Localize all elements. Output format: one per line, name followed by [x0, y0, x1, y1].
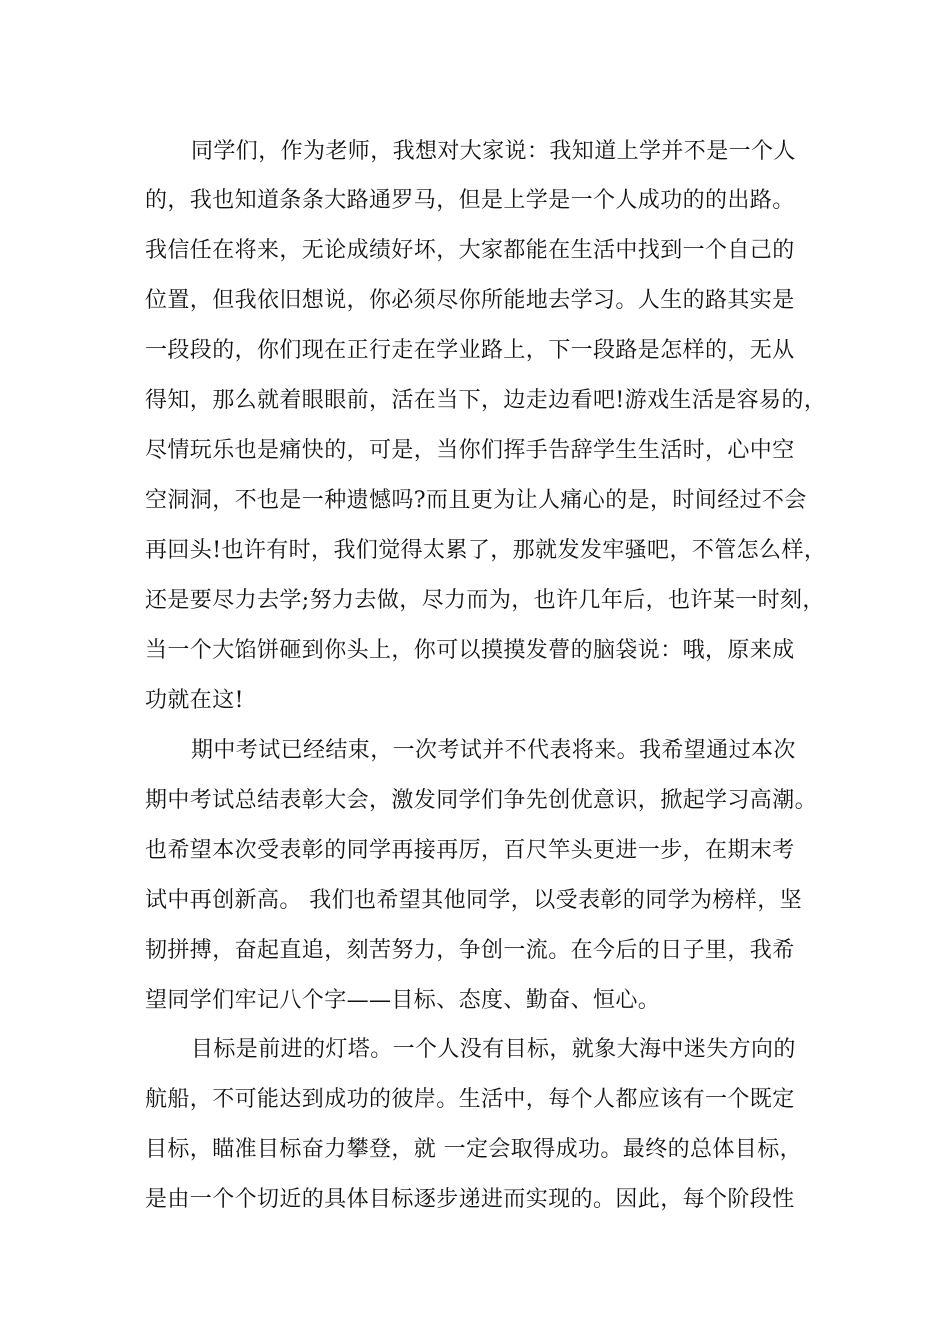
paragraph-1-line-1: 同学们，作为老师，我想对大家说：我知道上学并不是一个人: [191, 139, 796, 164]
paragraph-2-line-2: 期中考试总结表彰大会，激发同学们争先创优意识，掀起学习高潮。: [145, 788, 818, 813]
paragraph-2-line-6: 望同学们牢记八个字——目标、态度、勤奋、恒心。: [145, 988, 661, 1013]
paragraph-1-line-10: 还是要尽力去学;努力去做，尽力而为，也许几年后，也许某一时刻，: [145, 588, 825, 613]
paragraph-1-line-12: 功就在这!: [145, 688, 244, 713]
paragraph-2-line-3: 也希望本次受表彰的同学再接再厉，百尺竿头更进一步，在期末考: [145, 838, 795, 863]
paragraph-3-line-2: 航船，不可能达到成功的彼岸。生活中，每个人都应该有一个既定: [145, 1087, 795, 1112]
paragraph-3-line-4: 是由一个个切近的具体目标逐步递进而实现的。因此，每个阶段性: [145, 1187, 795, 1212]
paragraph-1-line-7: 尽情玩乐也是痛快的，可是，当你们挥手告辞学生生活时，心中空: [145, 438, 795, 463]
paragraph-1-line-8: 空洞洞，不也是一种遗憾吗?而且更为让人痛心的是，时间经过不会: [145, 488, 807, 513]
paragraph-1-line-3: 我信任在将来，无论成绩好坏，大家都能在生活中找到一个自己的: [145, 238, 795, 263]
paragraph-3-line-3: 目标，瞄准目标奋力攀登，就 一定会取得成功。最终的总体目标，: [145, 1137, 802, 1162]
paragraph-1-line-11: 当一个大馅饼砸到你头上，你可以摸摸发瞢的脑袋说：哦，原来成: [145, 638, 795, 663]
paragraph-1-line-5: 一段段的，你们现在正行走在学业路上，下一段路是怎样的，无从: [145, 338, 795, 363]
paragraph-3-line-1: 目标是前进的灯塔。一个人没有目标，就象大海中迷失方向的: [191, 1037, 796, 1062]
paragraph-1-line-4: 位置，但我依旧想说，你必须尽你所能地去学习。人生的路其实是: [145, 288, 795, 313]
paragraph-1-line-9: 再回头!也许有时，我们觉得太累了，那就发发牢骚吧，不管怎么样，: [145, 538, 827, 563]
paragraph-1-line-6: 得知，那么就着眼眼前，活在当下，边走边看吧!游戏生活是容易的，: [145, 388, 827, 413]
paragraph-2-line-4: 试中再创新高。 我们也希望其他同学，以受表彰的同学为榜样，坚: [145, 888, 802, 913]
paragraph-2-line-5: 韧拼搏，奋起直追，刻苦努力，争创一流。在今后的日子里，我希: [145, 938, 795, 963]
paragraph-1-line-2: 的，我也知道条条大路通罗马，但是上学是一个人成功的的出路。: [145, 188, 795, 213]
paragraph-2-line-1: 期中考试已经结束，一次考试并不代表将来。我希望通过本次: [191, 738, 796, 763]
